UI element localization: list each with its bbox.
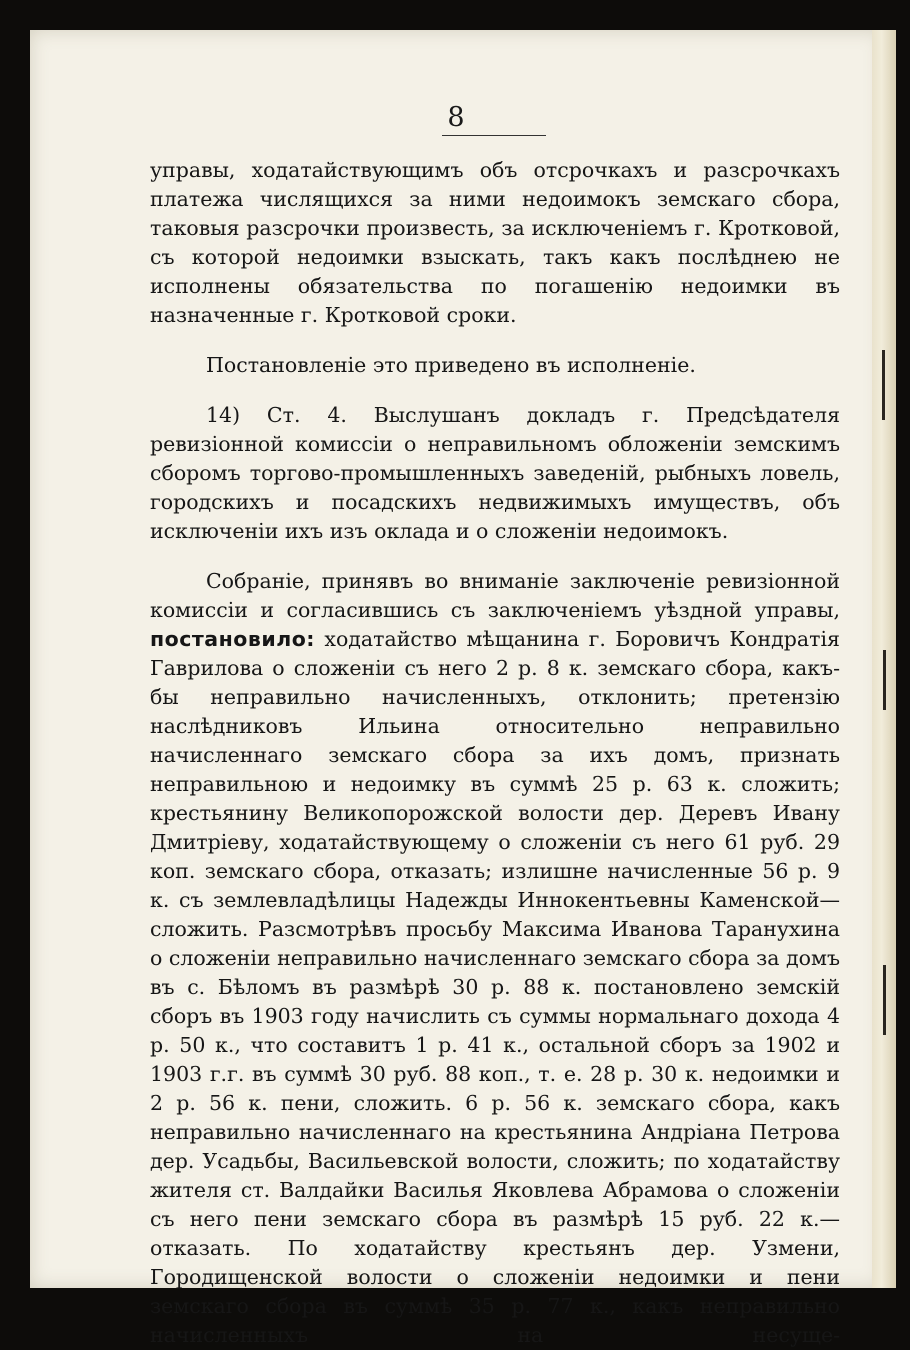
paragraph-continuation: управы, ходатайствующимъ объ отсрочкахъ и разсрочкахъ платежа числящихся за ними недоимокъ земскаго сбора, таковыя разсрочки произвесть, за исключенiемъ г. Кротковой, съ которой недоимки взыскать, такъ какъ послѣднею не исполнены обязательства по погашенiю недоимки въ назначенные г. Кротковой сроки. [150, 158, 840, 327]
edge-mark [882, 350, 885, 420]
resolution-emphasis: постановило: [150, 627, 315, 651]
page-body [150, 156, 840, 1350]
resolution-intro: Собранiе, принявъ во вниманiе заключенiе ревизiонной комиссiи и согласившись съ заключенiемъ уѣздной управы, [150, 569, 840, 622]
book-page [30, 30, 882, 1347]
edge-mark [883, 650, 886, 710]
page-number: 8 [447, 102, 465, 133]
edge-mark [883, 965, 886, 1035]
page-edge [872, 30, 896, 1288]
paragraph-resolution [150, 567, 840, 1350]
paragraph-item-14: 14) Ст. 4. Выслушанъ докладъ г. Предсѣдателя ревизiонной комиссiи о неправильномъ обложенiи земскимъ сборомъ торгово-промышленныхъ заведенiй, рыбныхъ ловель, городскихъ и посадскихъ недвижимыхъ имуществъ, объ исключенiи ихъ изъ оклада и о сложенiи недоимокъ. [150, 403, 840, 543]
resolution-body: ходатайство мѣщанина г. Боровичъ Кондратiя Гаврилова о сложенiи съ него 2 р. 8 к. земскаго сбора, какъ-бы неправильно начисленныхъ, отклонить; претензiю наслѣдниковъ Ильина относительно неправильно начисленнаго земскаго сбора за ихъ домъ, признать неправильною и недоимку въ суммѣ 25 р. 63 к. сложить; крестьянину Великопорожской волости дер. Деревъ Ивану Дмитрiеву, ходатайствующему о сложенiи съ него 61 руб. 29 коп. земскаго сбора, отказать; излишне начисленные 56 р. 9 к. съ землевладѣлицы Надежды Иннокентьевны Каменской—сложить. Разсмотрѣвъ просьбу Максима Иванова Таранухина о сложенiи неправильно начисленнаго земскаго сбора за домъ въ с. Бѣломъ въ размѣрѣ 30 р. 88 к. постановлено земскiй сборъ въ 1903 году начислить съ суммы нормальнаго дохода 4 р. 50 к., что составитъ 1 р. 41 к., остальной сборъ за 1902 и 1903 г.г. въ суммѣ 30 руб. 88 коп., т. е. 28 р. 30 к. недоимки и 2 р. 56 к. пени, сложить. 6 р. 56 к. земскаго сбора, какъ неправильно начисленнаго на крестьянина Андрiана Петрова дер. Усадьбы, Васильевской волости, сложить; по ходатайству жителя ст. Валдайки Василья Яковлева Абрамова о сложенiи съ него пени земскаго сбора въ размѣрѣ 15 руб. 22 к.—отказать. По ходатайству крестьянъ дер. Узмени, Городищенской волости о сложенiи недоимки и пени земскаго сбора въ суммѣ 35 р. 77 к., какъ неправильно начисленныхъ на несуще- [150, 627, 840, 1347]
paragraph-execution-note: Постановленiе это приведено въ исполненiе. [206, 353, 696, 377]
page-number-rule [442, 135, 546, 136]
